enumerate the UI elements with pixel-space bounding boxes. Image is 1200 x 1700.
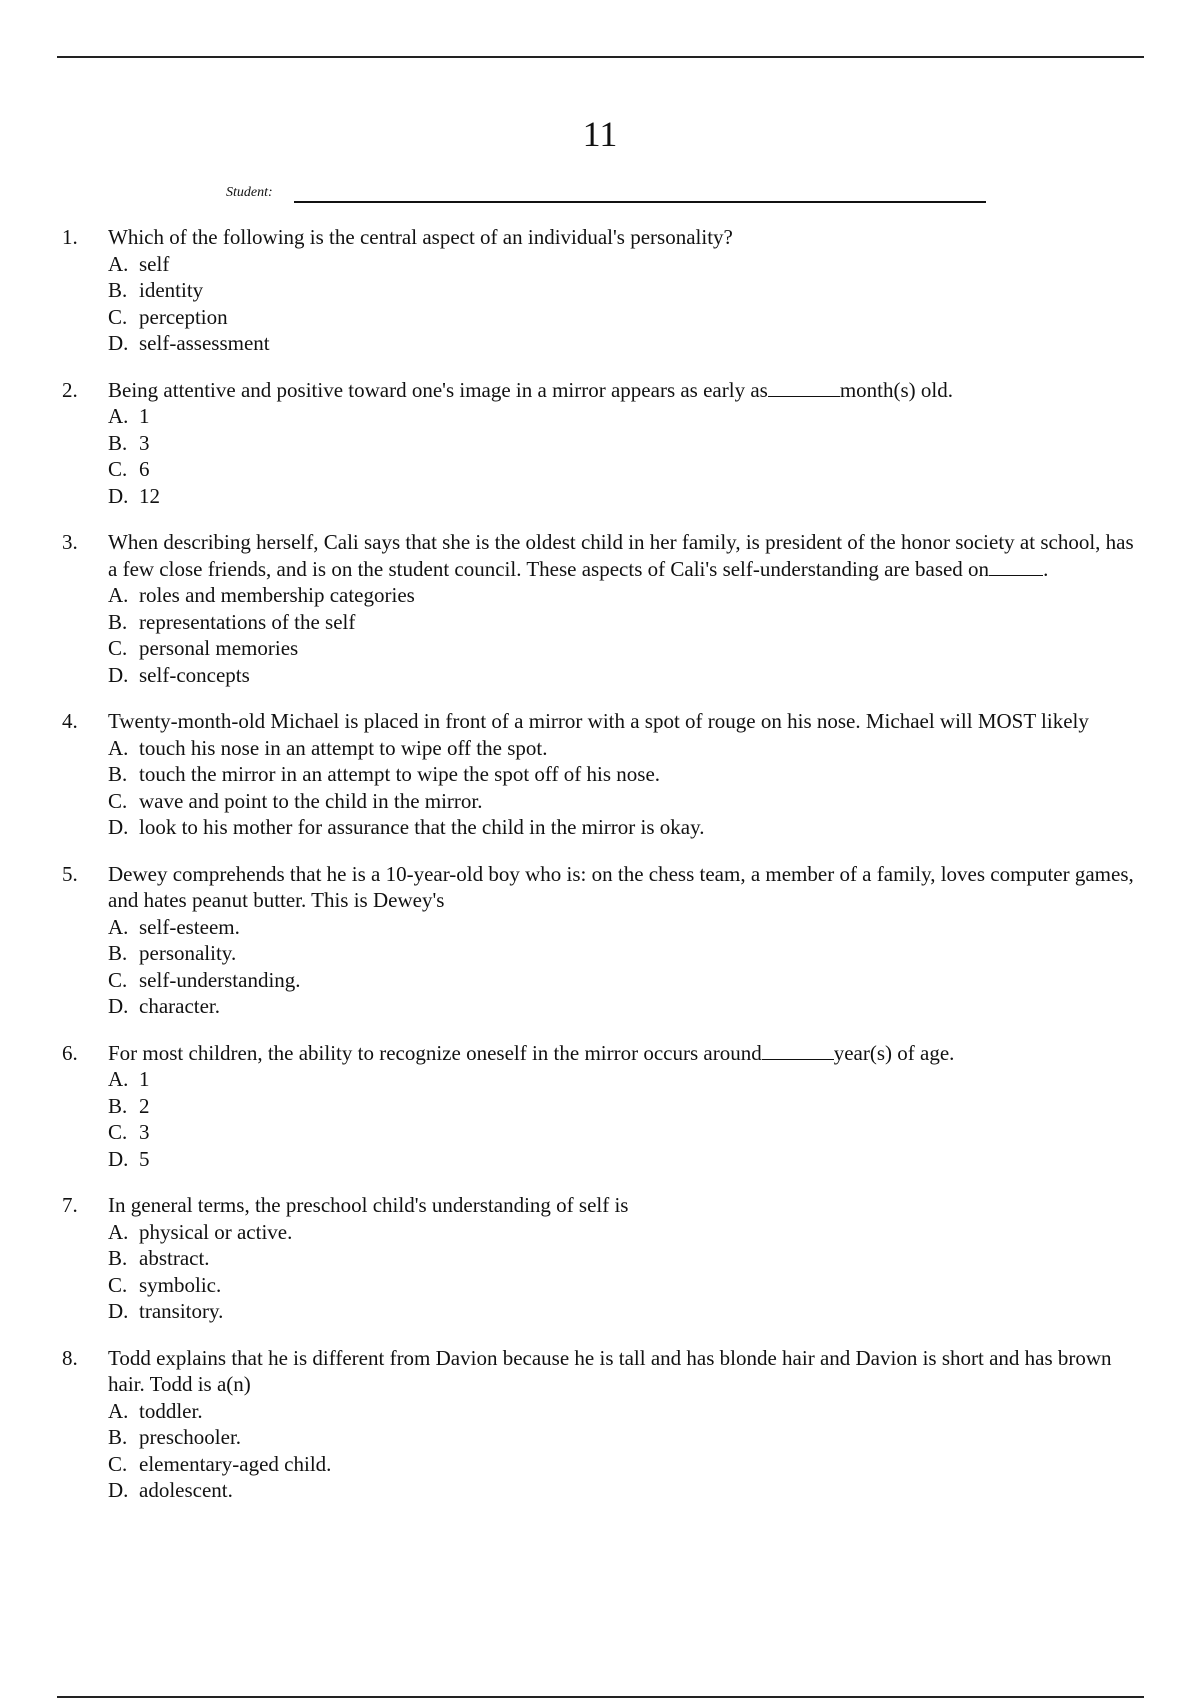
bottom-rule <box>57 1696 1144 1698</box>
option-letter: D. <box>108 1478 129 1502</box>
answer-options <box>108 1066 1142 1172</box>
student-name-field[interactable] <box>226 183 986 207</box>
option-d[interactable] <box>108 330 1142 357</box>
option-text: 1 <box>139 1067 150 1091</box>
question-list <box>62 224 1142 1524</box>
chapter-number: 11 <box>582 114 618 154</box>
option-a[interactable] <box>108 403 1142 430</box>
option-letter: D. <box>108 1299 129 1323</box>
option-text: 3 <box>139 430 150 455</box>
option-text: adolescent. <box>139 1478 233 1502</box>
option-b[interactable] <box>108 1424 1142 1451</box>
option-text: 6 <box>139 457 150 481</box>
option-letter: B. <box>108 1093 128 1118</box>
student-label: Student: <box>226 185 273 200</box>
question-number: 4. <box>62 709 78 733</box>
option-d[interactable] <box>108 1477 1142 1504</box>
option-text: 5 <box>139 1146 150 1171</box>
option-a[interactable] <box>108 1398 1142 1425</box>
answer-options <box>108 582 1142 688</box>
option-text: toddler. <box>139 1398 203 1423</box>
option-letter: D. <box>108 815 129 839</box>
option-text: roles and membership categories <box>139 583 415 607</box>
option-letter: A. <box>108 1067 129 1091</box>
question-8 <box>62 1345 1142 1504</box>
answer-options <box>108 403 1142 509</box>
option-text: touch his nose in an attempt to wipe off the spot. <box>139 735 548 760</box>
option-c[interactable] <box>108 788 1142 815</box>
option-text: perception <box>139 304 228 329</box>
option-text: look to his mother for assurance that the child in the mirror is okay. <box>139 815 705 839</box>
option-d[interactable] <box>108 814 1142 841</box>
question-number: 5. <box>62 861 78 886</box>
option-d[interactable] <box>108 993 1142 1020</box>
question-text: Dewey comprehends that he is a 10-year-old boy who is: on the chess team, a member of a family, loves computer games, and hates peanut butter. This is Dewey's <box>108 861 1134 912</box>
option-c[interactable] <box>108 635 1142 662</box>
question-text-before: For most children, the ability to recognize oneself in the mirror occurs around <box>108 1040 762 1065</box>
question-text-before: When describing herself, Cali says that she is the oldest child in her family, is president of the honor society at school, has a few close friends, and is on the student council. These aspects of Cali's self-understanding are based on <box>108 530 1134 581</box>
option-letter: C. <box>108 457 128 481</box>
option-letter: B. <box>108 278 128 302</box>
question-text-before: Being attentive and positive toward one's image in a mirror appears as early as <box>108 377 768 402</box>
option-c[interactable] <box>108 1272 1142 1299</box>
option-letter: A. <box>108 735 129 760</box>
question-2 <box>62 377 1142 510</box>
answer-options <box>108 914 1142 1020</box>
option-a[interactable] <box>108 251 1142 278</box>
option-text: self-understanding. <box>139 967 301 992</box>
option-text: 1 <box>139 404 150 428</box>
option-text: 3 <box>139 1120 150 1144</box>
option-letter: A. <box>108 404 129 428</box>
question-text <box>108 377 1142 404</box>
option-b[interactable] <box>108 1245 1142 1272</box>
option-text: physical or active. <box>139 1219 293 1244</box>
option-text: preschooler. <box>139 1425 242 1449</box>
option-d[interactable] <box>108 1146 1142 1173</box>
option-letter: C. <box>108 1272 128 1297</box>
option-text: symbolic. <box>139 1272 222 1297</box>
option-letter: C. <box>108 788 128 813</box>
option-letter: B. <box>108 609 128 634</box>
question-4 <box>62 708 1142 841</box>
option-b[interactable] <box>108 1093 1142 1120</box>
student-name-blank[interactable] <box>294 201 986 203</box>
option-letter: D. <box>108 1146 129 1171</box>
question-1 <box>62 224 1142 357</box>
option-letter: B. <box>108 430 128 455</box>
option-letter: A. <box>108 914 129 939</box>
option-letter: D. <box>108 994 129 1018</box>
option-letter: D. <box>108 662 129 687</box>
option-letter: C. <box>108 1120 128 1144</box>
question-text: Todd explains that he is different from Davion because he is tall and has blonde hair and Davion is short and has brown hair. Todd is a(n) <box>108 1345 1112 1396</box>
option-letter: A. <box>108 1219 129 1244</box>
option-a[interactable] <box>108 1219 1142 1246</box>
option-d[interactable] <box>108 1298 1142 1325</box>
option-d[interactable] <box>108 662 1142 689</box>
question-text: Twenty-month-old Michael is placed in front of a mirror with a spot of rouge on his nose. Michael will MOST likely <box>108 709 1089 733</box>
question-number: 3. <box>62 530 78 554</box>
question-6 <box>62 1040 1142 1173</box>
option-letter: A. <box>108 583 129 607</box>
option-text: identity <box>139 278 204 302</box>
question-text-after: month(s) old. <box>839 377 953 402</box>
option-letter: B. <box>108 1246 128 1270</box>
option-c[interactable] <box>108 456 1142 483</box>
option-text: self-esteem. <box>139 914 240 939</box>
option-a[interactable] <box>108 914 1142 941</box>
option-a[interactable] <box>108 582 1142 609</box>
option-text: transitory. <box>139 1299 224 1323</box>
option-text: touch the mirror in an attempt to wipe the spot off of his nose. <box>139 762 661 786</box>
question-number: 2. <box>62 377 78 402</box>
option-text: representations of the self <box>139 609 356 634</box>
option-c[interactable] <box>108 1451 1142 1478</box>
option-letter: C. <box>108 304 128 329</box>
question-7 <box>62 1192 1142 1325</box>
option-b[interactable] <box>108 609 1142 636</box>
top-rule <box>57 56 1144 58</box>
option-letter: D. <box>108 483 129 508</box>
option-text: personality. <box>139 941 237 965</box>
answer-blank <box>762 1041 834 1060</box>
answer-blank <box>768 378 840 397</box>
question-number: 1. <box>62 225 78 249</box>
option-a[interactable] <box>108 1066 1142 1093</box>
option-letter: C. <box>108 967 128 992</box>
option-text: elementary-aged child. <box>139 1451 332 1476</box>
option-text: character. <box>139 994 221 1018</box>
option-letter: C. <box>108 1451 128 1476</box>
option-letter: A. <box>108 251 129 276</box>
question-text-after: year(s) of age. <box>833 1040 955 1065</box>
option-text: abstract. <box>139 1246 210 1270</box>
option-b[interactable] <box>108 761 1142 788</box>
question-text <box>108 529 1142 582</box>
answer-options <box>108 1219 1142 1325</box>
question-text: Which of the following is the central aspect of an individual's personality? <box>108 225 733 249</box>
question-number: 8. <box>62 1345 78 1370</box>
option-letter: A. <box>108 1398 129 1423</box>
option-text: self-concepts <box>139 662 250 687</box>
answer-options <box>108 1398 1142 1504</box>
option-b[interactable] <box>108 430 1142 457</box>
option-letter: B. <box>108 941 128 965</box>
option-c[interactable] <box>108 1119 1142 1146</box>
question-3 <box>62 529 1142 688</box>
option-text: self <box>139 251 170 276</box>
option-text: self-assessment <box>139 331 270 355</box>
option-text: wave and point to the child in the mirror. <box>139 788 483 813</box>
question-5 <box>62 861 1142 1020</box>
answer-blank <box>989 557 1043 576</box>
option-letter: D. <box>108 331 129 355</box>
option-b[interactable] <box>108 940 1142 967</box>
question-text: In general terms, the preschool child's understanding of self is <box>108 1193 629 1217</box>
option-b[interactable] <box>108 277 1142 304</box>
option-letter: B. <box>108 1425 128 1449</box>
option-a[interactable] <box>108 735 1142 762</box>
option-letter: B. <box>108 762 128 786</box>
question-text-after: . <box>1043 556 1049 581</box>
option-c[interactable] <box>108 967 1142 994</box>
answer-options <box>108 251 1142 357</box>
option-text: 12 <box>139 483 160 508</box>
option-d[interactable] <box>108 483 1142 510</box>
option-c[interactable] <box>108 304 1142 331</box>
option-text: 2 <box>139 1093 150 1118</box>
option-text: personal memories <box>139 636 299 660</box>
answer-options <box>108 735 1142 841</box>
option-letter: C. <box>108 636 128 660</box>
question-number: 7. <box>62 1193 78 1217</box>
question-text <box>108 1040 1142 1067</box>
question-number: 6. <box>62 1040 78 1065</box>
